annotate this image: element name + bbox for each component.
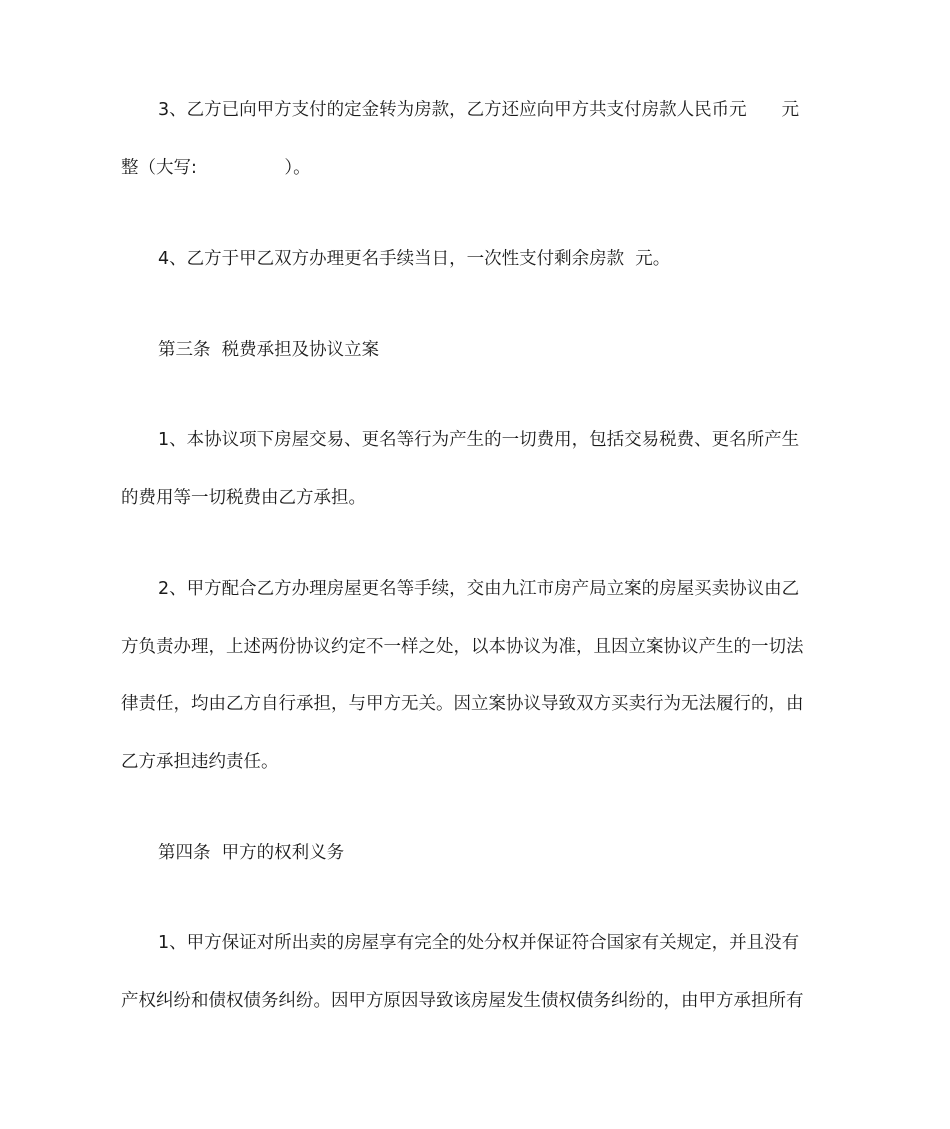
clause-3-item-2-line-2: 方负责办理，上述两份协议约定不一样之处，以本协议为准，且因立案协议产生的一切法 [121, 637, 804, 657]
clause-2-item-3-line-2: 整（大写: ）。 [121, 158, 311, 178]
clause-3-item-2-line-3: 律责任，均由乙方自行承担，与甲方无关。因立案协议导致双方买卖行为无法履行的，由 [121, 694, 804, 714]
clause-4-heading: 第四条 甲方的权利义务 [158, 843, 345, 863]
clause-3-item-1-line-1: 1、本协议项下房屋交易、更名等行为产生的一切费用，包括交易税费、更名所产生 [158, 430, 800, 450]
clause-2-item-4: 4、乙方于甲乙双方办理更名手续当日，一次性支付剩余房款 元。 [158, 249, 671, 269]
clause-3-item-2-line-4: 乙方承担违约责任。 [121, 752, 279, 772]
clause-3-heading: 第三条 税费承担及协议立案 [158, 340, 380, 360]
clause-3-item-2-line-1: 2、甲方配合乙方办理房屋更名等手续，交由九江市房产局立案的房屋买卖协议由乙 [158, 579, 800, 599]
clause-4-item-1-line-1: 1、甲方保证对所出卖的房屋享有完全的处分权并保证符合国家有关规定，并且没有 [158, 933, 800, 953]
clause-4-item-1-line-2: 产权纠纷和债权债务纠纷。因甲方原因导致该房屋发生债权债务纠纷的，由甲方承担所有 [121, 991, 804, 1011]
clause-2-item-3-line-1: 3、乙方已向甲方支付的定金转为房款，乙方还应向甲方共支付房款人民币元 元 [158, 100, 800, 120]
clause-3-item-1-line-2: 的费用等一切税费由乙方承担。 [121, 488, 366, 508]
